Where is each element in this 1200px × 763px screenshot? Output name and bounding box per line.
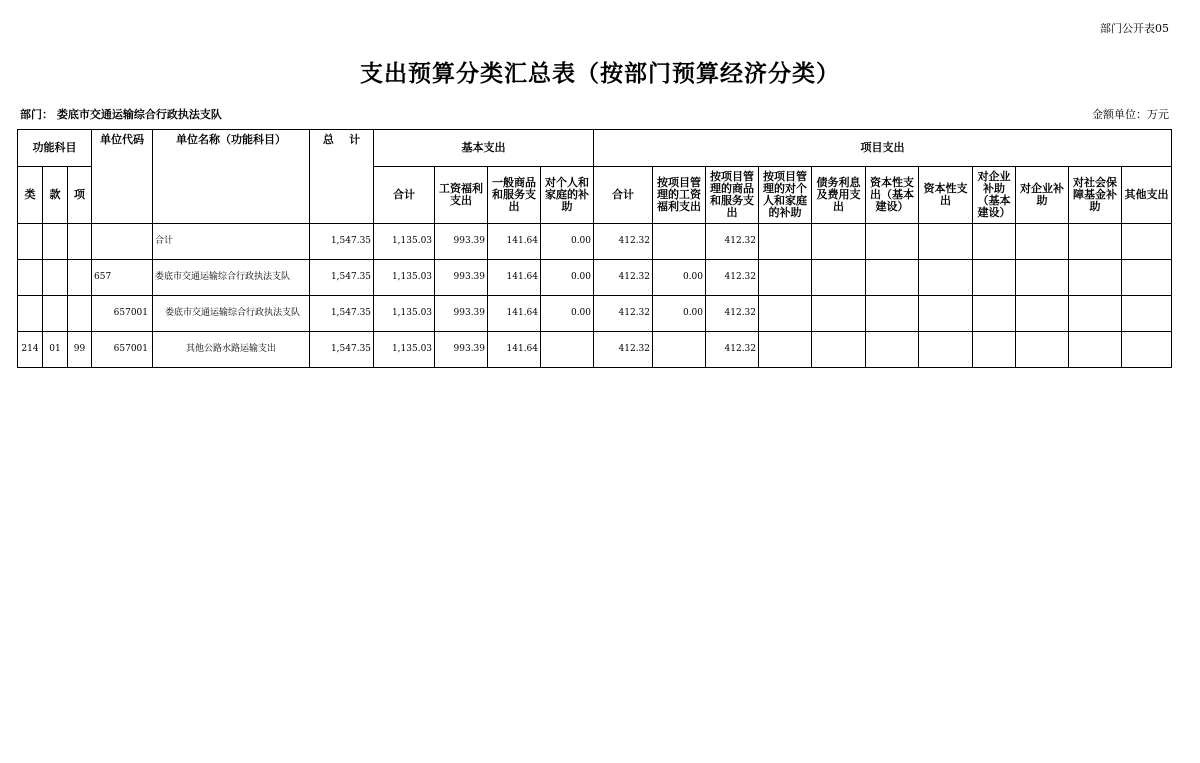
cell-name: 娄底市交通运输综合行政执法支队	[153, 296, 310, 332]
cell-project-total: 412.32	[594, 332, 653, 368]
cell-project-other	[1122, 224, 1172, 260]
cell-name: 其他公路水路运输支出	[153, 332, 310, 368]
cell-xiang	[68, 296, 92, 332]
header-project-total: 合计	[594, 167, 653, 224]
cell-project-debt	[812, 296, 866, 332]
page-title: 支出预算分类汇总表（按部门预算经济分类）	[360, 60, 840, 87]
cell-project-enterprise-construction	[973, 224, 1016, 260]
cell-basic-goods: 141.64	[488, 296, 541, 332]
cell-project-family	[759, 332, 812, 368]
cell-lei	[18, 260, 43, 296]
cell-project-capital	[919, 332, 973, 368]
header-project-capital: 资本性支出	[919, 167, 973, 224]
header-project-expense: 项目支出	[594, 130, 1172, 167]
department-label: 部门： 娄底市交通运输综合行政执法支队	[20, 108, 222, 121]
cell-basic-total: 1,135.03	[374, 296, 435, 332]
cell-xiang	[68, 224, 92, 260]
cell-project-social-security	[1069, 332, 1122, 368]
cell-basic-wage: 993.39	[435, 332, 488, 368]
header-project-enterprise-construction: 对企业补助（基本建设）	[973, 167, 1016, 224]
amount-unit-label: 金额单位：万元	[1092, 108, 1169, 121]
table-row	[18, 332, 1172, 368]
cell-basic-wage: 993.39	[435, 224, 488, 260]
cell-project-capital-construction	[866, 332, 919, 368]
header-unit-code: 单位代码	[92, 130, 153, 224]
header-project-other: 其他支出	[1122, 167, 1172, 224]
cell-code: 657001	[92, 332, 153, 368]
cell-basic-family	[541, 332, 594, 368]
header-project-debt: 债务利息及费用支出	[812, 167, 866, 224]
cell-project-capital-construction	[866, 260, 919, 296]
cell-xiang: 99	[68, 332, 92, 368]
cell-project-other	[1122, 260, 1172, 296]
cell-lei	[18, 224, 43, 260]
cell-code: 657001	[92, 296, 153, 332]
cell-project-wage: 0.00	[653, 296, 706, 332]
cell-project-other	[1122, 296, 1172, 332]
header-basic-expense: 基本支出	[374, 130, 594, 167]
cell-basic-goods: 141.64	[488, 224, 541, 260]
header-total: 总 计	[310, 130, 374, 224]
header-basic-family: 对个人和家庭的补助	[541, 167, 594, 224]
table-row	[18, 260, 1172, 296]
cell-project-goods: 412.32	[706, 296, 759, 332]
cell-project-capital	[919, 260, 973, 296]
cell-project-other	[1122, 332, 1172, 368]
cell-project-enterprise-construction	[973, 296, 1016, 332]
cell-basic-total: 1,135.03	[374, 224, 435, 260]
cell-project-enterprise	[1016, 296, 1069, 332]
cell-project-social-security	[1069, 224, 1122, 260]
cell-project-wage	[653, 224, 706, 260]
cell-basic-family: 0.00	[541, 260, 594, 296]
cell-project-social-security	[1069, 296, 1122, 332]
cell-project-debt	[812, 332, 866, 368]
cell-project-capital	[919, 296, 973, 332]
cell-basic-family: 0.00	[541, 296, 594, 332]
table-row	[18, 296, 1172, 332]
cell-project-family	[759, 260, 812, 296]
cell-project-social-security	[1069, 260, 1122, 296]
cell-basic-wage: 993.39	[435, 296, 488, 332]
cell-kuan	[43, 296, 68, 332]
cell-total: 1,547.35	[310, 260, 374, 296]
cell-code: 657	[92, 260, 153, 296]
header-project-family: 按项目管理的对个人和家庭的补助	[759, 167, 812, 224]
cell-project-total: 412.32	[594, 224, 653, 260]
cell-basic-family: 0.00	[541, 224, 594, 260]
cell-lei: 214	[18, 332, 43, 368]
cell-project-wage: 0.00	[653, 260, 706, 296]
cell-total: 1,547.35	[310, 224, 374, 260]
header-kuan: 款	[43, 167, 68, 224]
cell-project-capital-construction	[866, 224, 919, 260]
cell-project-enterprise-construction	[973, 332, 1016, 368]
cell-project-debt	[812, 260, 866, 296]
cell-project-goods: 412.32	[706, 260, 759, 296]
header-project-capital-construction: 资本性支出（基本建设）	[866, 167, 919, 224]
cell-basic-total: 1,135.03	[374, 332, 435, 368]
cell-code	[92, 224, 153, 260]
cell-project-wage	[653, 332, 706, 368]
header-project-goods: 按项目管理的商品和服务支出	[706, 167, 759, 224]
header-basic-goods: 一般商品和服务支出	[488, 167, 541, 224]
form-number: 部门公开表05	[1100, 22, 1169, 35]
cell-kuan: 01	[43, 332, 68, 368]
header-basic-wage: 工资福利支出	[435, 167, 488, 224]
cell-project-goods: 412.32	[706, 224, 759, 260]
table-row	[18, 224, 1172, 260]
header-basic-total: 合计	[374, 167, 435, 224]
budget-table	[17, 129, 1172, 368]
cell-basic-total: 1,135.03	[374, 260, 435, 296]
cell-total: 1,547.35	[310, 332, 374, 368]
cell-basic-wage: 993.39	[435, 260, 488, 296]
cell-project-goods: 412.32	[706, 332, 759, 368]
cell-name: 合计	[153, 224, 310, 260]
cell-xiang	[68, 260, 92, 296]
cell-project-total: 412.32	[594, 296, 653, 332]
cell-project-total: 412.32	[594, 260, 653, 296]
header-project-enterprise: 对企业补助	[1016, 167, 1069, 224]
header-lei: 类	[18, 167, 43, 224]
cell-project-enterprise	[1016, 224, 1069, 260]
cell-project-family	[759, 224, 812, 260]
header-project-social-security: 对社会保障基金补助	[1069, 167, 1122, 224]
header-func-subject: 功能科目	[18, 130, 92, 167]
cell-basic-goods: 141.64	[488, 332, 541, 368]
cell-total: 1,547.35	[310, 296, 374, 332]
header-xiang: 项	[68, 167, 92, 224]
header-project-wage: 按项目管理的工资福利支出	[653, 167, 706, 224]
cell-project-capital	[919, 224, 973, 260]
cell-project-enterprise	[1016, 260, 1069, 296]
cell-basic-goods: 141.64	[488, 260, 541, 296]
cell-kuan	[43, 260, 68, 296]
cell-project-debt	[812, 224, 866, 260]
cell-project-capital-construction	[866, 296, 919, 332]
header-unit-name: 单位名称（功能科目）	[153, 130, 310, 224]
cell-project-enterprise	[1016, 332, 1069, 368]
cell-project-family	[759, 296, 812, 332]
cell-name: 娄底市交通运输综合行政执法支队	[153, 260, 310, 296]
cell-kuan	[43, 224, 68, 260]
cell-project-enterprise-construction	[973, 260, 1016, 296]
cell-lei	[18, 296, 43, 332]
